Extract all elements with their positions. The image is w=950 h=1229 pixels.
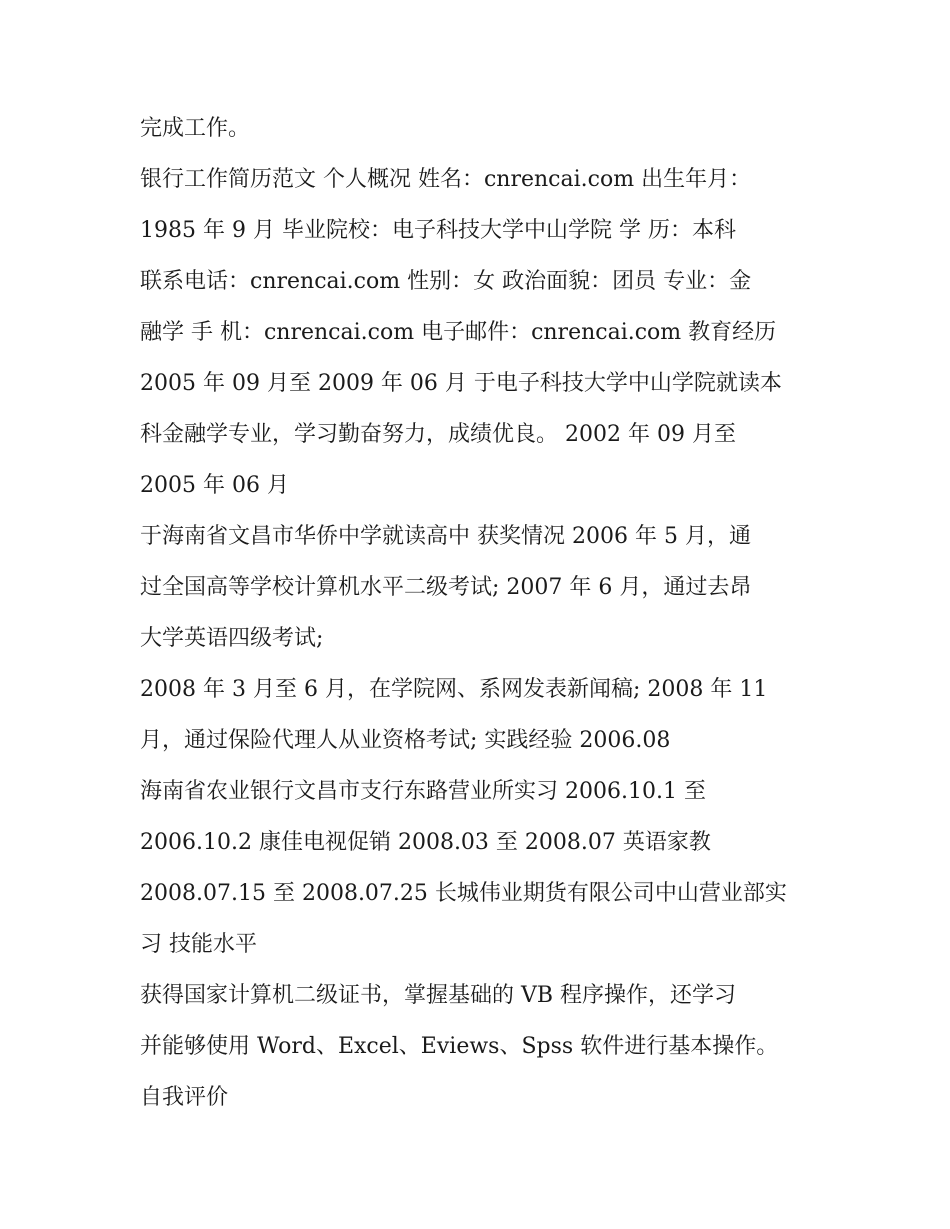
- text-line: 2006.10.2 康佳电视促销 2008.03 至 2008.07 英语家教: [140, 830, 711, 855]
- text-line: 自我评价: [140, 1085, 229, 1110]
- text-line: 获得国家计算机二级证书，掌握基础的 VB 程序操作，还学习: [140, 983, 737, 1008]
- text-line: 2008.07.15 至 2008.07.25 长城伟业期货有限公司中山营业部实: [140, 881, 787, 906]
- text-line: 银行工作简历范文 个人概况 姓名：cnrencai.com 出生年月：: [140, 167, 752, 192]
- text-line: 习 技能水平: [140, 932, 257, 957]
- text-line: 完成工作。: [140, 116, 251, 141]
- text-line: 大学英语四级考试;: [140, 626, 324, 651]
- text-line: 海南省农业银行文昌市支行东路营业所实习 2006.10.1 至: [140, 779, 706, 804]
- text-line: 科金融学专业，学习勤奋努力，成绩优良。 2002 年 09 月至: [140, 422, 736, 447]
- text-line: 过全国高等学校计算机水平二级考试; 2007 年 6 月，通过去昂: [140, 575, 752, 600]
- text-line: 融学 手 机：cnrencai.com 电子邮件：cnrencai.com 教育经历: [140, 320, 777, 345]
- body-text: [140, 106, 810, 1126]
- text-line: 1985 年 9 月 毕业院校：电子科技大学中山学院 学 历：本科: [140, 218, 736, 243]
- text-line: 于海南省文昌市华侨中学就读高中 获奖情况 2006 年 5 月，通: [140, 524, 751, 549]
- text-line: 联系电话：cnrencai.com 性别：女 政治面貌：团员 专业：金: [140, 269, 752, 294]
- text-line: 2005 年 06 月: [140, 473, 289, 498]
- text-line: 2005 年 09 月至 2009 年 06 月 于电子科技大学中山学院就读本: [140, 371, 782, 396]
- text-line: 月，通过保险代理人从业资格考试; 实践经验 2006.08: [140, 728, 671, 753]
- text-line: 2008 年 3 月至 6 月，在学院网、系网发表新闻稿; 2008 年 11: [140, 677, 768, 702]
- text-line: 并能够使用 Word、Excel、Eviews、Spss 软件进行基本操作。: [140, 1034, 779, 1059]
